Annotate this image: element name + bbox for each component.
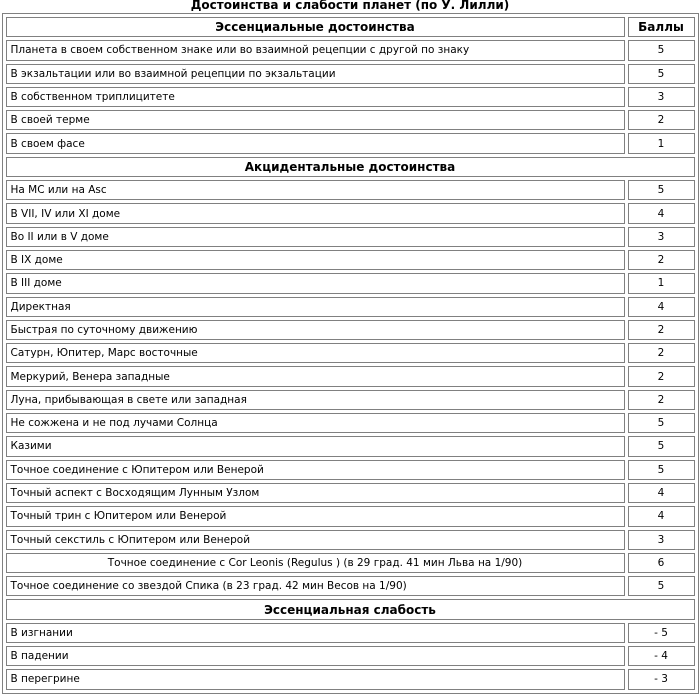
dignity-label: Казими — [6, 436, 625, 456]
table-row — [6, 273, 695, 293]
points-value: 5 — [628, 436, 695, 456]
points-column-header: Баллы — [628, 17, 695, 37]
table-row — [6, 390, 695, 410]
dignity-label: В своем фасе — [6, 133, 625, 153]
table-row — [6, 250, 695, 270]
points-value: - 4 — [628, 646, 695, 666]
points-value: 4 — [628, 203, 695, 223]
table-row — [6, 343, 695, 363]
table-row — [6, 87, 695, 107]
dignity-label: Точный аспект с Восходящим Лунным Узлом — [6, 483, 625, 503]
table-row — [6, 460, 695, 480]
dignity-label: Точное соединение со звездой Спика (в 23 град. 42 мин Весов на 1/90) — [6, 576, 625, 596]
points-value: 5 — [628, 413, 695, 433]
dignity-label: Планета в своем собственном знаке или во взаимной рецепции с другой по знаку — [6, 40, 625, 60]
points-value: 2 — [628, 390, 695, 410]
points-value: 2 — [628, 110, 695, 130]
points-value: - 5 — [628, 623, 695, 643]
table-row — [6, 506, 695, 526]
points-value: 3 — [628, 227, 695, 247]
points-value: 2 — [628, 366, 695, 386]
points-value: 4 — [628, 483, 695, 503]
dignity-label: В IX доме — [6, 250, 625, 270]
points-value: 2 — [628, 343, 695, 363]
points-value: 5 — [628, 460, 695, 480]
dignity-label: В перегрине — [6, 669, 625, 689]
dignity-label: Точный трин с Юпитером или Венерой — [6, 506, 625, 526]
points-value: 5 — [628, 576, 695, 596]
points-value: 5 — [628, 40, 695, 60]
section-header-row — [6, 17, 695, 37]
page-title: Достоинства и слабости планет (по У. Лилли) — [190, 0, 510, 12]
dignity-label: Точный секстиль с Юпитером или Венерой — [6, 530, 625, 550]
dignities-table — [2, 13, 699, 694]
table-row — [6, 413, 695, 433]
dignity-label: В экзальтации или во взаимной рецепции по экзальтации — [6, 64, 625, 84]
table-row — [6, 366, 695, 386]
points-value: 2 — [628, 250, 695, 270]
table-row — [6, 483, 695, 503]
table-row — [6, 297, 695, 317]
section-header-row — [6, 157, 695, 177]
table-row — [6, 110, 695, 130]
table-row — [6, 180, 695, 200]
dignity-label: Луна, прибывающая в свете или западная — [6, 390, 625, 410]
dignity-label: В III доме — [6, 273, 625, 293]
section-header-row — [6, 599, 695, 619]
dignity-label: В изгнании — [6, 623, 625, 643]
dignity-label: На МС или на Asc — [6, 180, 625, 200]
table-row — [6, 576, 695, 596]
dignity-label: Директная — [6, 297, 625, 317]
dignity-label: В падении — [6, 646, 625, 666]
table-row — [6, 203, 695, 223]
dignity-label: Быстрая по суточному движению — [6, 320, 625, 340]
points-value: 5 — [628, 64, 695, 84]
points-value: 6 — [628, 553, 695, 573]
table-row — [6, 646, 695, 666]
section-heading: Акцидентальные достоинства — [6, 157, 695, 177]
table-row — [6, 436, 695, 456]
dignity-label: В собственном триплицитете — [6, 87, 625, 107]
section-heading: Эссенциальная слабость — [6, 599, 695, 619]
points-value: 1 — [628, 273, 695, 293]
dignity-label: Меркурий, Венера западные — [6, 366, 625, 386]
table-row — [6, 320, 695, 340]
points-value: 3 — [628, 87, 695, 107]
table-row — [6, 530, 695, 550]
table-row — [6, 133, 695, 153]
section-heading: Эссенциальные достоинства — [6, 17, 625, 37]
points-value: 4 — [628, 297, 695, 317]
dignity-label: В своей терме — [6, 110, 625, 130]
points-value: 5 — [628, 180, 695, 200]
dignity-label: Не сожжена и не под лучами Солнца — [6, 413, 625, 433]
points-value: 1 — [628, 133, 695, 153]
dignity-label: Во II или в V доме — [6, 227, 625, 247]
dignity-label: Сатурн, Юпитер, Марс восточные — [6, 343, 625, 363]
table-row — [6, 227, 695, 247]
table-row — [6, 669, 695, 689]
table-row — [6, 553, 695, 573]
points-value: 3 — [628, 530, 695, 550]
dignity-label: Точное соединение с Cor Leonis (Regulus ) (в 29 град. 41 мин Льва на 1/90) — [6, 553, 625, 573]
points-value: 2 — [628, 320, 695, 340]
dignity-label: В VII, IV или XI доме — [6, 203, 625, 223]
dignity-label: Точное соединение с Юпитером или Венерой — [6, 460, 625, 480]
table-row — [6, 40, 695, 60]
table-row — [6, 64, 695, 84]
points-value: 4 — [628, 506, 695, 526]
points-value: - 3 — [628, 669, 695, 689]
